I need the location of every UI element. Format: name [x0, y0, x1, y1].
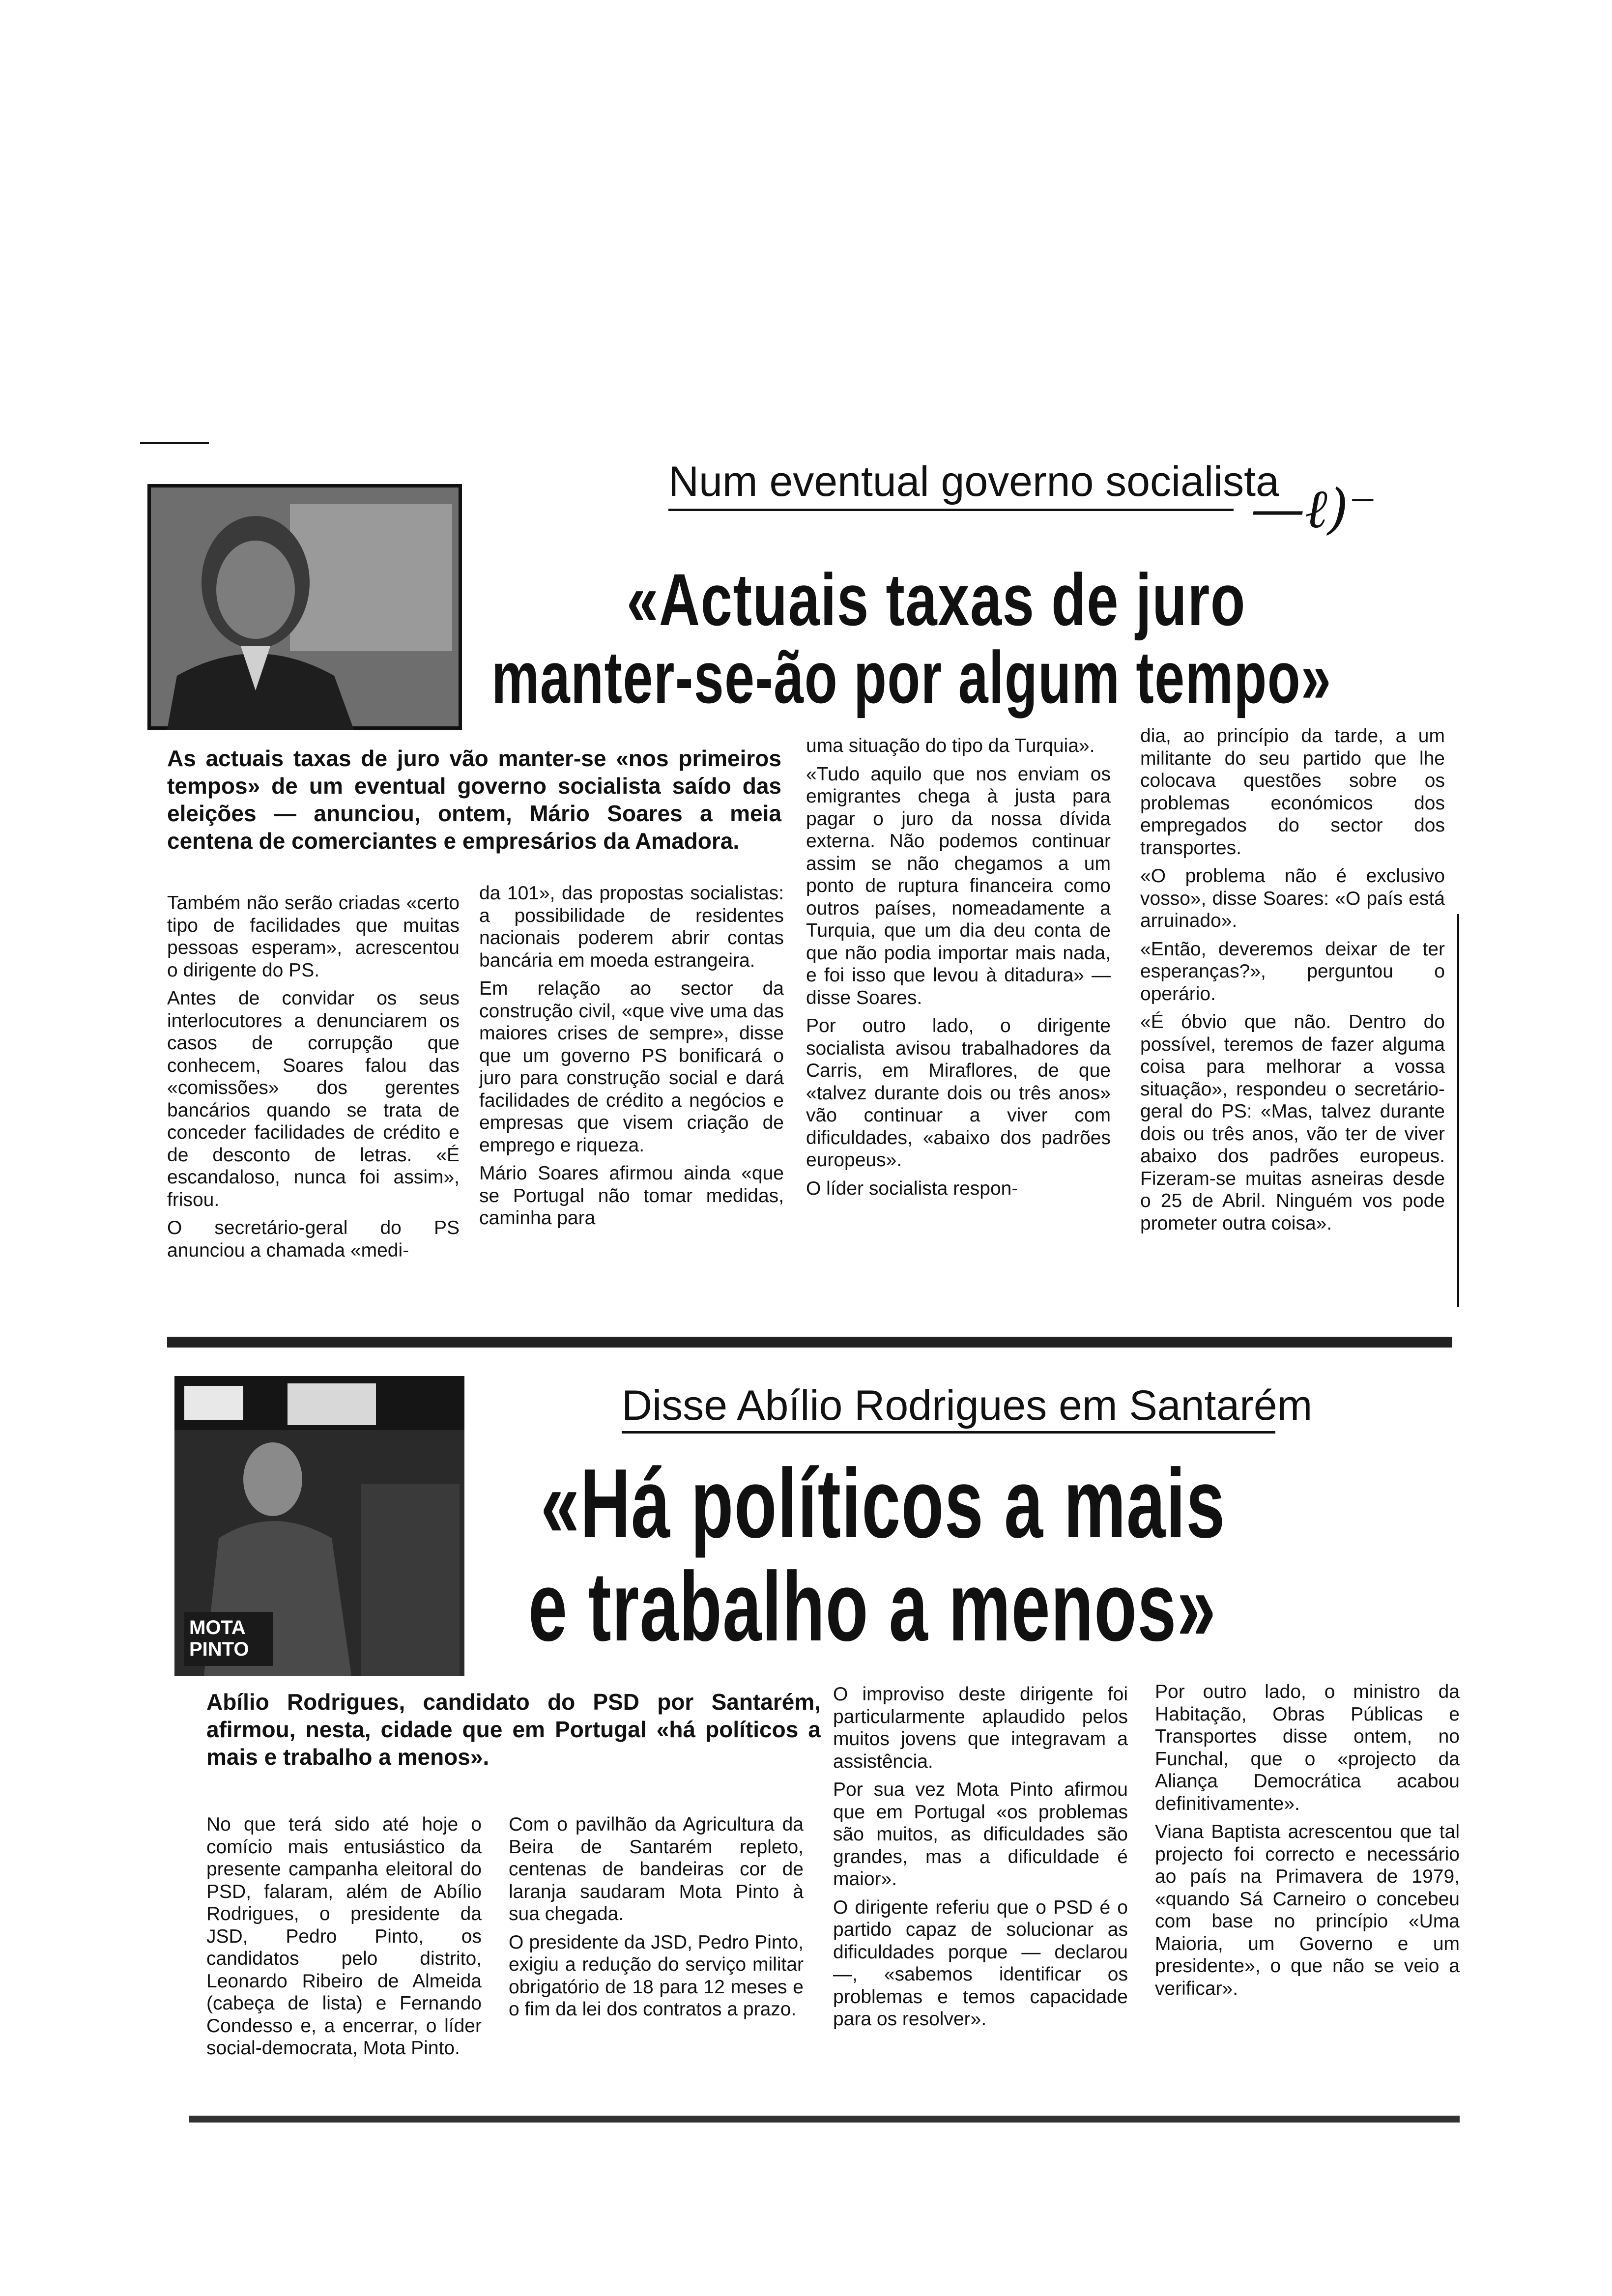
article1-column-3 [806, 735, 1111, 1305]
paragraph: O secretário-geral do PS anunciou a chamada «medi- [167, 1217, 460, 1261]
article1-column-2 [479, 882, 784, 1305]
kicker-underline [622, 1431, 1275, 1434]
portrait-image [147, 484, 462, 730]
article2-headline-line2: e trabalho a menos» [528, 1552, 1217, 1662]
paragraph: O dirigente referiu que o PSD é o partido capaz de solucionar as dificuldades porque — declarou —, «sabemos identificar os problemas e temos capacidade para os resolver». [833, 1896, 1128, 2030]
paragraph: O presidente da JSD, Pedro Pinto, exigiu a redução do serviço militar obrigatório de 18 para 12 meses e o fim da lei dos contratos a prazo. [509, 1931, 804, 2020]
paragraph: Antes de convidar os seus interlocutores a denunciarem os casos de corrupção que conhecem, Soares falou das «comissões» dos gerentes bancários quando se trata de conceder facilidades de crédito e de desconto de letras. «É escandaloso, nunca foi assim», frisou. [167, 988, 460, 1210]
paragraph: Com o pavilhão da Agricultura da Beira de Santarém repleto, centenas de bandeiras cor de laranja saudaram Mota Pinto à sua chegada. [509, 1814, 804, 1924]
paragraph: da 101», das propostas socialistas: a possibilidade de residentes nacionais poderem abrir contas bancária em moeda estrangeira. [479, 883, 784, 971]
mota-pinto-photo [174, 1376, 464, 1676]
article2-column-2 [509, 1813, 804, 2098]
paragraph: Em relação ao sector da construção civil, «que vive uma das maiores crises de sempre», disse que um governo PS bonificará o juro para construção social e dará facilidades de crédito a negócios e empresas que visem criação de emprego e riqueza. [479, 978, 784, 1156]
paragraph: Por outro lado, o ministro da Habitação, Obras Públicas e Transportes disse ontem, no Funchal, que o «projecto da Aliança Democrática acabou definitivamente». [1155, 1681, 1460, 1814]
article1-kicker: Num eventual governo socialista [668, 458, 1279, 505]
article1-lead: As actuais taxas de juro vão manter-se «nos primeiros tempos» de um eventual governo socialista saído das eleições — anunciou, ontem, Mário Soares a meia centena de comerciantes e empresários da Amadora. [167, 746, 781, 854]
article1-headline-line1: «Actuais taxas de juro [627, 558, 1246, 641]
article2-column-4 [1155, 1681, 1460, 2098]
paragraph: O líder socialista respon- [806, 1177, 1018, 1199]
article2-kicker: Disse Abílio Rodrigues em Santarém [622, 1382, 1313, 1429]
article1-column-1 [167, 892, 460, 1310]
paragraph: Por outro lado, o dirigente socialista avisou trabalhadores da Carris, em Miraflores, de que «talvez durante dois ou três anos» vão continuar a viver com dificuldades, «abaixo dos padrões europeus». [806, 1015, 1111, 1171]
photo-caption: MOTA PINTO [189, 1617, 249, 1660]
paragraph: Viana Baptista acrescentou que tal projecto foi correcto e necessário ao país na Primavera de 1979, «quando Sá Carneiro o concebeu com base no princípio «Uma Maioria, um Governo e um presidente», o que não se veio a verificar». [1155, 1821, 1460, 1999]
paragraph: «Então, deveremos deixar de ter esperanças?», perguntou o operário. [1140, 938, 1445, 1004]
paragraph: No que terá sido até hoje o comício mais entusiástico da presente campanha eleitoral do PSD, falaram, além de Abílio Rodrigues, o presidente da JSD, Pedro Pinto, os candidatos pelo distrito, Leonardo Ribeiro de Almeida (cabeça de lista) e Fernando Condesso e, a encerrar, o líder social-democrata, Mota Pinto. [206, 1814, 482, 2059]
paragraph: Mário Soares afirmou ainda «que se Portugal não tomar medidas, caminha para [479, 1163, 784, 1229]
separator-band [167, 1337, 1452, 1348]
article1-headline-line2: manter-se-ão por algum tempo» [491, 636, 1332, 718]
column-rule [1457, 914, 1459, 1307]
paragraph: «O problema não é exclusivo vosso», disse Soares: «O país está arruinado». [1140, 865, 1445, 931]
kicker-underline [668, 509, 1234, 511]
soares-photo [147, 484, 462, 730]
paragraph: uma situação do tipo da Turquia». [806, 735, 1095, 756]
handwritten-annotation: —ℓ)⁻ [1251, 477, 1377, 540]
article2-column-3 [833, 1683, 1128, 2098]
paragraph: «É óbvio que não. Dentro do possível, teremos de fazer alguma coisa para melhorar a vossa situação», respondeu o secretário-geral do PS: «Mas, talvez durante dois ou três anos, vão ter de viver abaixo dos padrões europeus. Fizeram-se muitas asneiras desde o 25 de Abril. Ninguém vos pode prometer outra coisa». [1140, 1011, 1445, 1234]
paragraph: O improviso deste dirigente foi particularmente aplaudido pelos muitos jovens que integravam a assistência. [833, 1684, 1128, 1772]
paragraph: dia, ao princípio da tarde, a um militante do seu partido que lhe colocava questões sobre os problemas económicos dos empregados do sector dos transportes. [1140, 725, 1445, 859]
article1-column-4 [1140, 725, 1445, 1305]
bottom-band [189, 2116, 1460, 2123]
article2-column-1 [206, 1813, 482, 2098]
paragraph: Por sua vez Mota Pinto afirmou que em Portugal «os problemas são muitos, as dificuldades são grandes, mas a dificuldade é maior». [833, 1779, 1128, 1890]
margin-rule [140, 442, 209, 444]
paragraph: «Tudo aquilo que nos enviam os emigrantes chega à justa para pagar o juro da nossa dívida externa. Não podemos continuar assim se não chegamos a um ponto de ruptura financeira como outros países, nomeadamente a Turquia, que um dia deu conta de que não podia importar mais nada, e foi isso que levou à ditadura» — disse Soares. [806, 763, 1111, 1008]
paragraph: Também não serão criadas «certo tipo de facilidades que muitas pessoas esperam», acrescentou o dirigente do PS. [167, 892, 460, 981]
article2-headline-line1: «Há políticos a mais [541, 1449, 1226, 1558]
article2-lead: Abílio Rodrigues, candidato do PSD por Santarém, afirmou, nesta, cidade que em Portugal «há políticos a mais e trabalho a menos». [206, 1689, 821, 1770]
